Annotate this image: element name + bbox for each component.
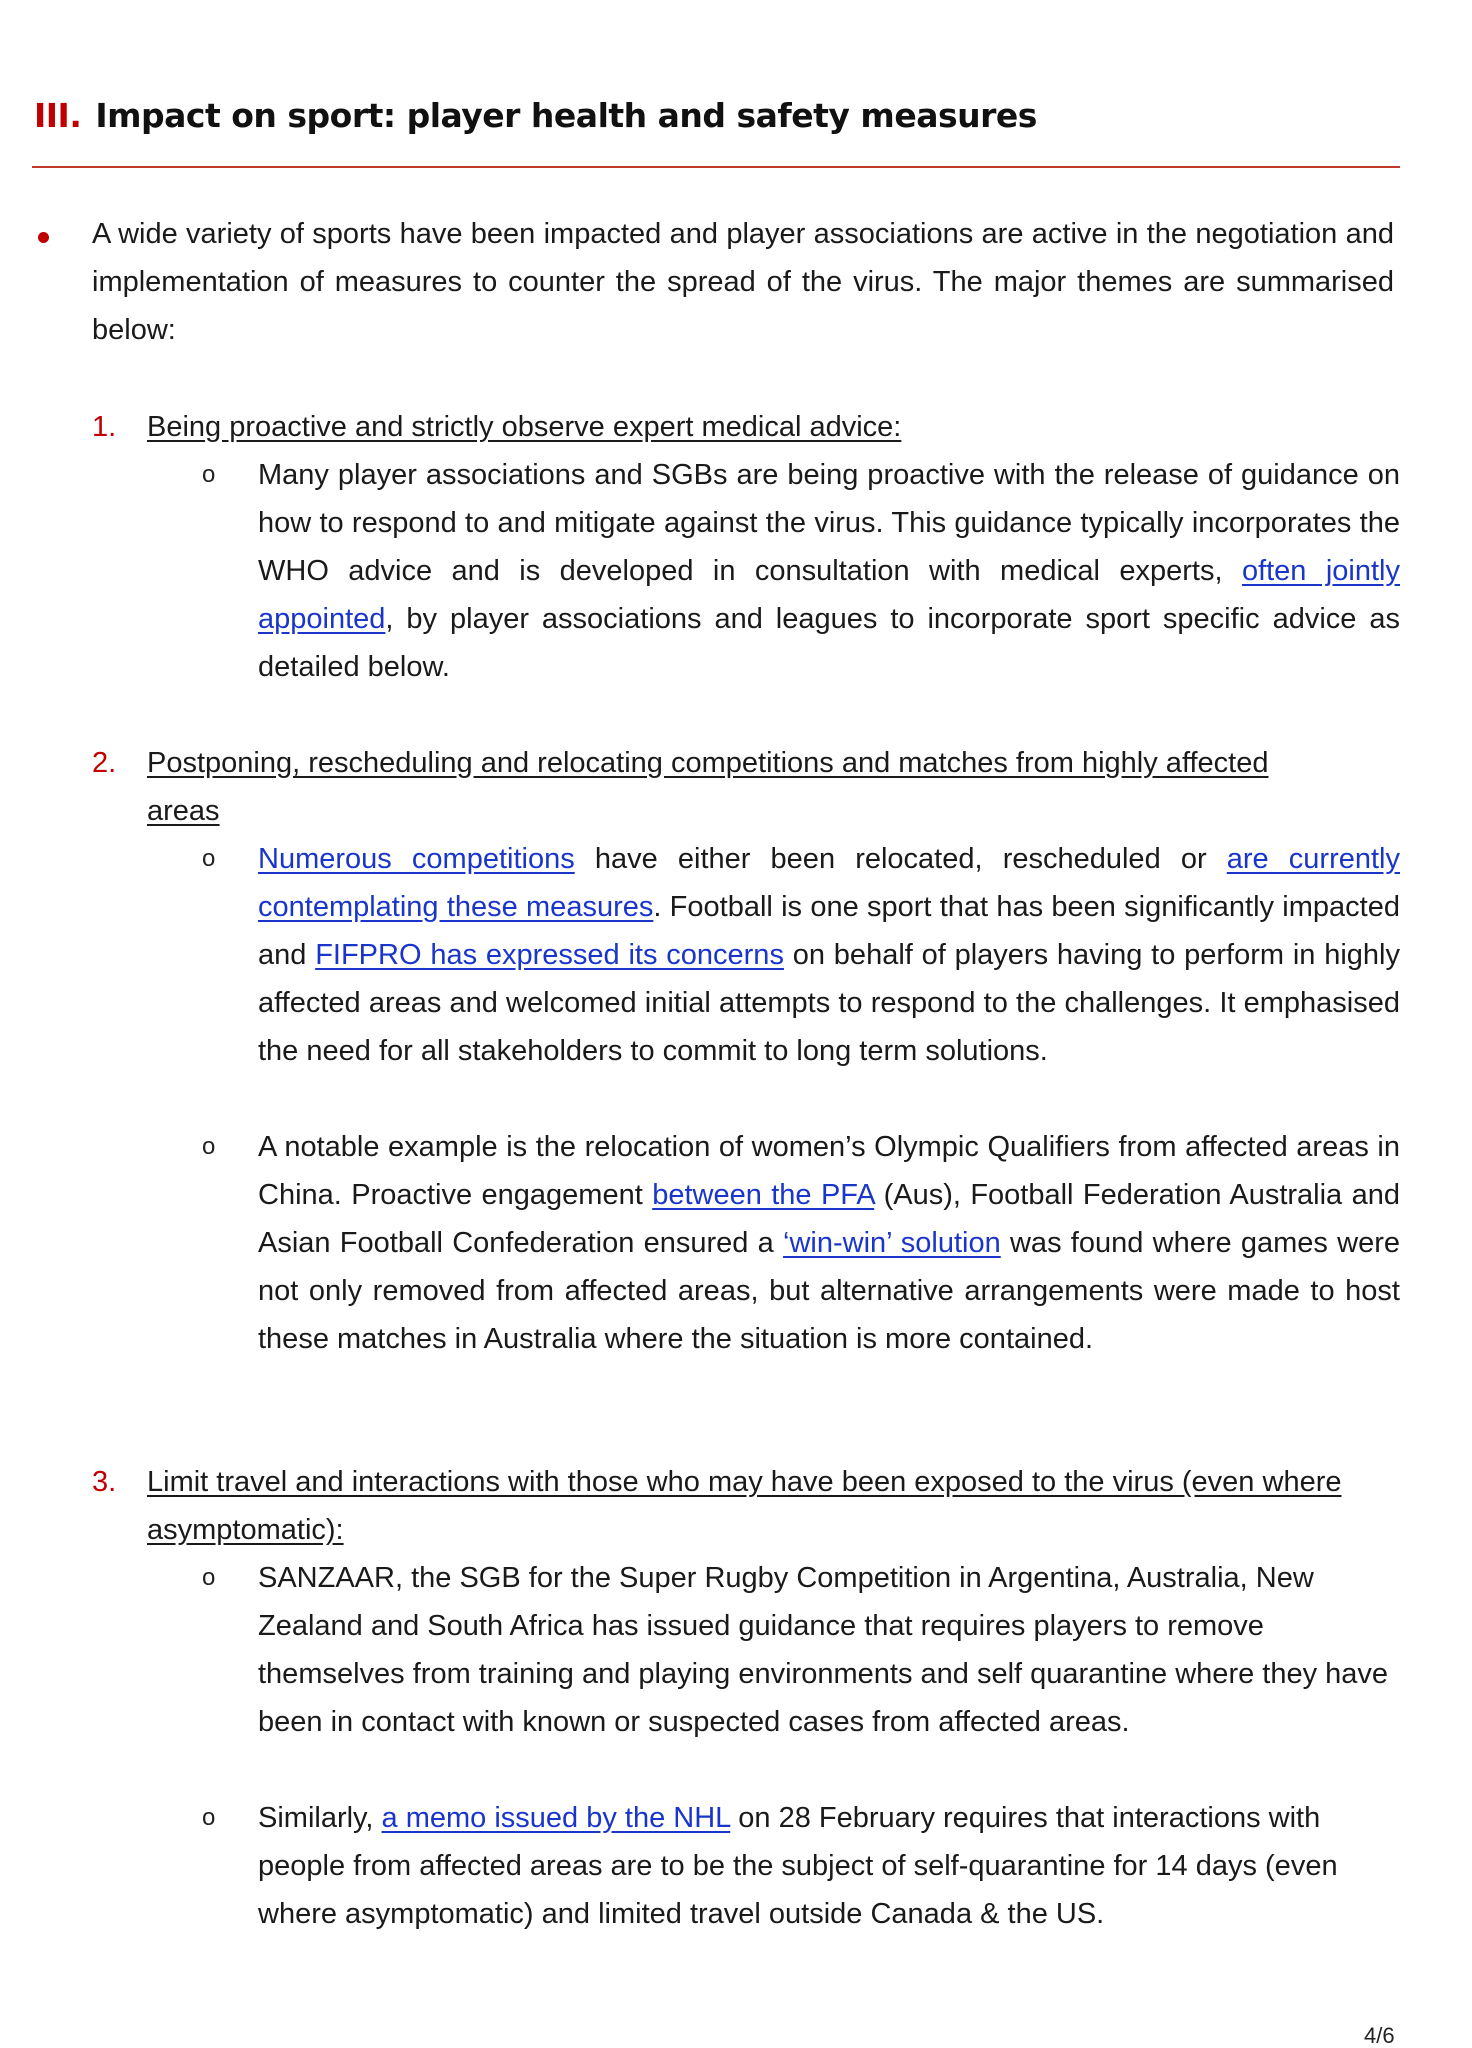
link-often-jointly-appointed[interactable]: often jointly appointed — [258, 555, 1400, 635]
sub-item-text: SANZAAR, the SGB for the Super Rugby Competition in Argentina, Australia, New Zealand and South Africa has issued guidance that requires players to remove themselves from training and playing environments and self quarantine where they have been in contact with known or suspected cases from affected areas. — [258, 1562, 1389, 1738]
intro-text: A wide variety of sports have been impacted and player associations are active in the negotiation and implementation of measures to counter the spread of the virus. The major themes are summarised below: — [92, 218, 1394, 346]
item-heading: Postponing, rescheduling and relocating competitions and matches from highly affected areas — [147, 747, 1269, 827]
heading-divider — [32, 166, 1400, 168]
item-heading: Being proactive and strictly observe expert medical advice: — [147, 411, 902, 443]
sub-item-text: A notable example is the relocation of women’s Olympic Qualifiers from affected areas in China. Proactive engagement between the PFA (Aus), Football Federation Australia and Asian Football Confederation ensured a ‘win-win’ solution was found where games were not only removed from affected areas, but alternative arrangements were made to host these matches in Australia where the situation is more contained. — [258, 1131, 1400, 1355]
sub-bullet-icon: o — [202, 461, 216, 488]
link-fifpro-concerns[interactable]: FIFPRO has expressed its concerns — [315, 939, 784, 971]
link-numerous-competitions[interactable]: Numerous competitions — [258, 843, 575, 875]
item-heading: Limit travel and interactions with those who may have been exposed to the virus (even where asymptomatic): — [147, 1466, 1342, 1546]
section-heading — [34, 96, 1037, 135]
item-number: 3. — [92, 1466, 117, 1498]
sub-item-text: Numerous competitions have either been relocated, rescheduled or are currently contemplating these measures. Football is one sport that has been significantly impacted and FIFPRO has expressed its concerns on behalf of players having to perform in highly affected areas and welcomed initial attempts to respond to the challenges. It emphasised the need for all stakeholders to commit to long term solutions. — [258, 843, 1400, 1067]
bullet-dot-icon — [38, 232, 49, 243]
link-currently-contemplating[interactable]: are currently contemplating these measures — [258, 843, 1400, 923]
section-number: III. — [34, 96, 82, 135]
section-title: Impact on sport: player health and safety measures — [95, 96, 1037, 135]
link-nhl-memo[interactable]: a memo issued by the NHL — [381, 1802, 731, 1834]
sub-bullet-icon: o — [202, 1804, 216, 1831]
sub-bullet-icon: o — [202, 845, 216, 872]
sub-bullet-icon: o — [202, 1133, 216, 1160]
page-number: 4/6 — [1364, 2023, 1395, 2048]
sub-item-text: Many player associations and SGBs are being proactive with the release of guidance on how to respond to and mitigate against the virus. This guidance typically incorporates the WHO advice and is developed in consultation with medical experts, often jointly appointed, by player associations and leagues to incorporate sport specific advice as detailed below. — [258, 459, 1400, 683]
intro-bullet — [34, 210, 1400, 354]
sub-item-text: Similarly, a memo issued by the NHL on 28 February requires that interactions with people from affected areas are to be the subject of self-quarantine for 14 days (even where asymptomatic) and limited travel outside Canada & the US. — [258, 1802, 1338, 1930]
item-number: 1. — [92, 411, 117, 443]
item-number: 2. — [92, 747, 117, 779]
sub-bullet-icon: o — [202, 1564, 216, 1591]
link-between-the-pfa[interactable]: between the PFA — [652, 1179, 875, 1211]
link-win-win-solution[interactable]: ‘win-win’ solution — [783, 1227, 1001, 1259]
